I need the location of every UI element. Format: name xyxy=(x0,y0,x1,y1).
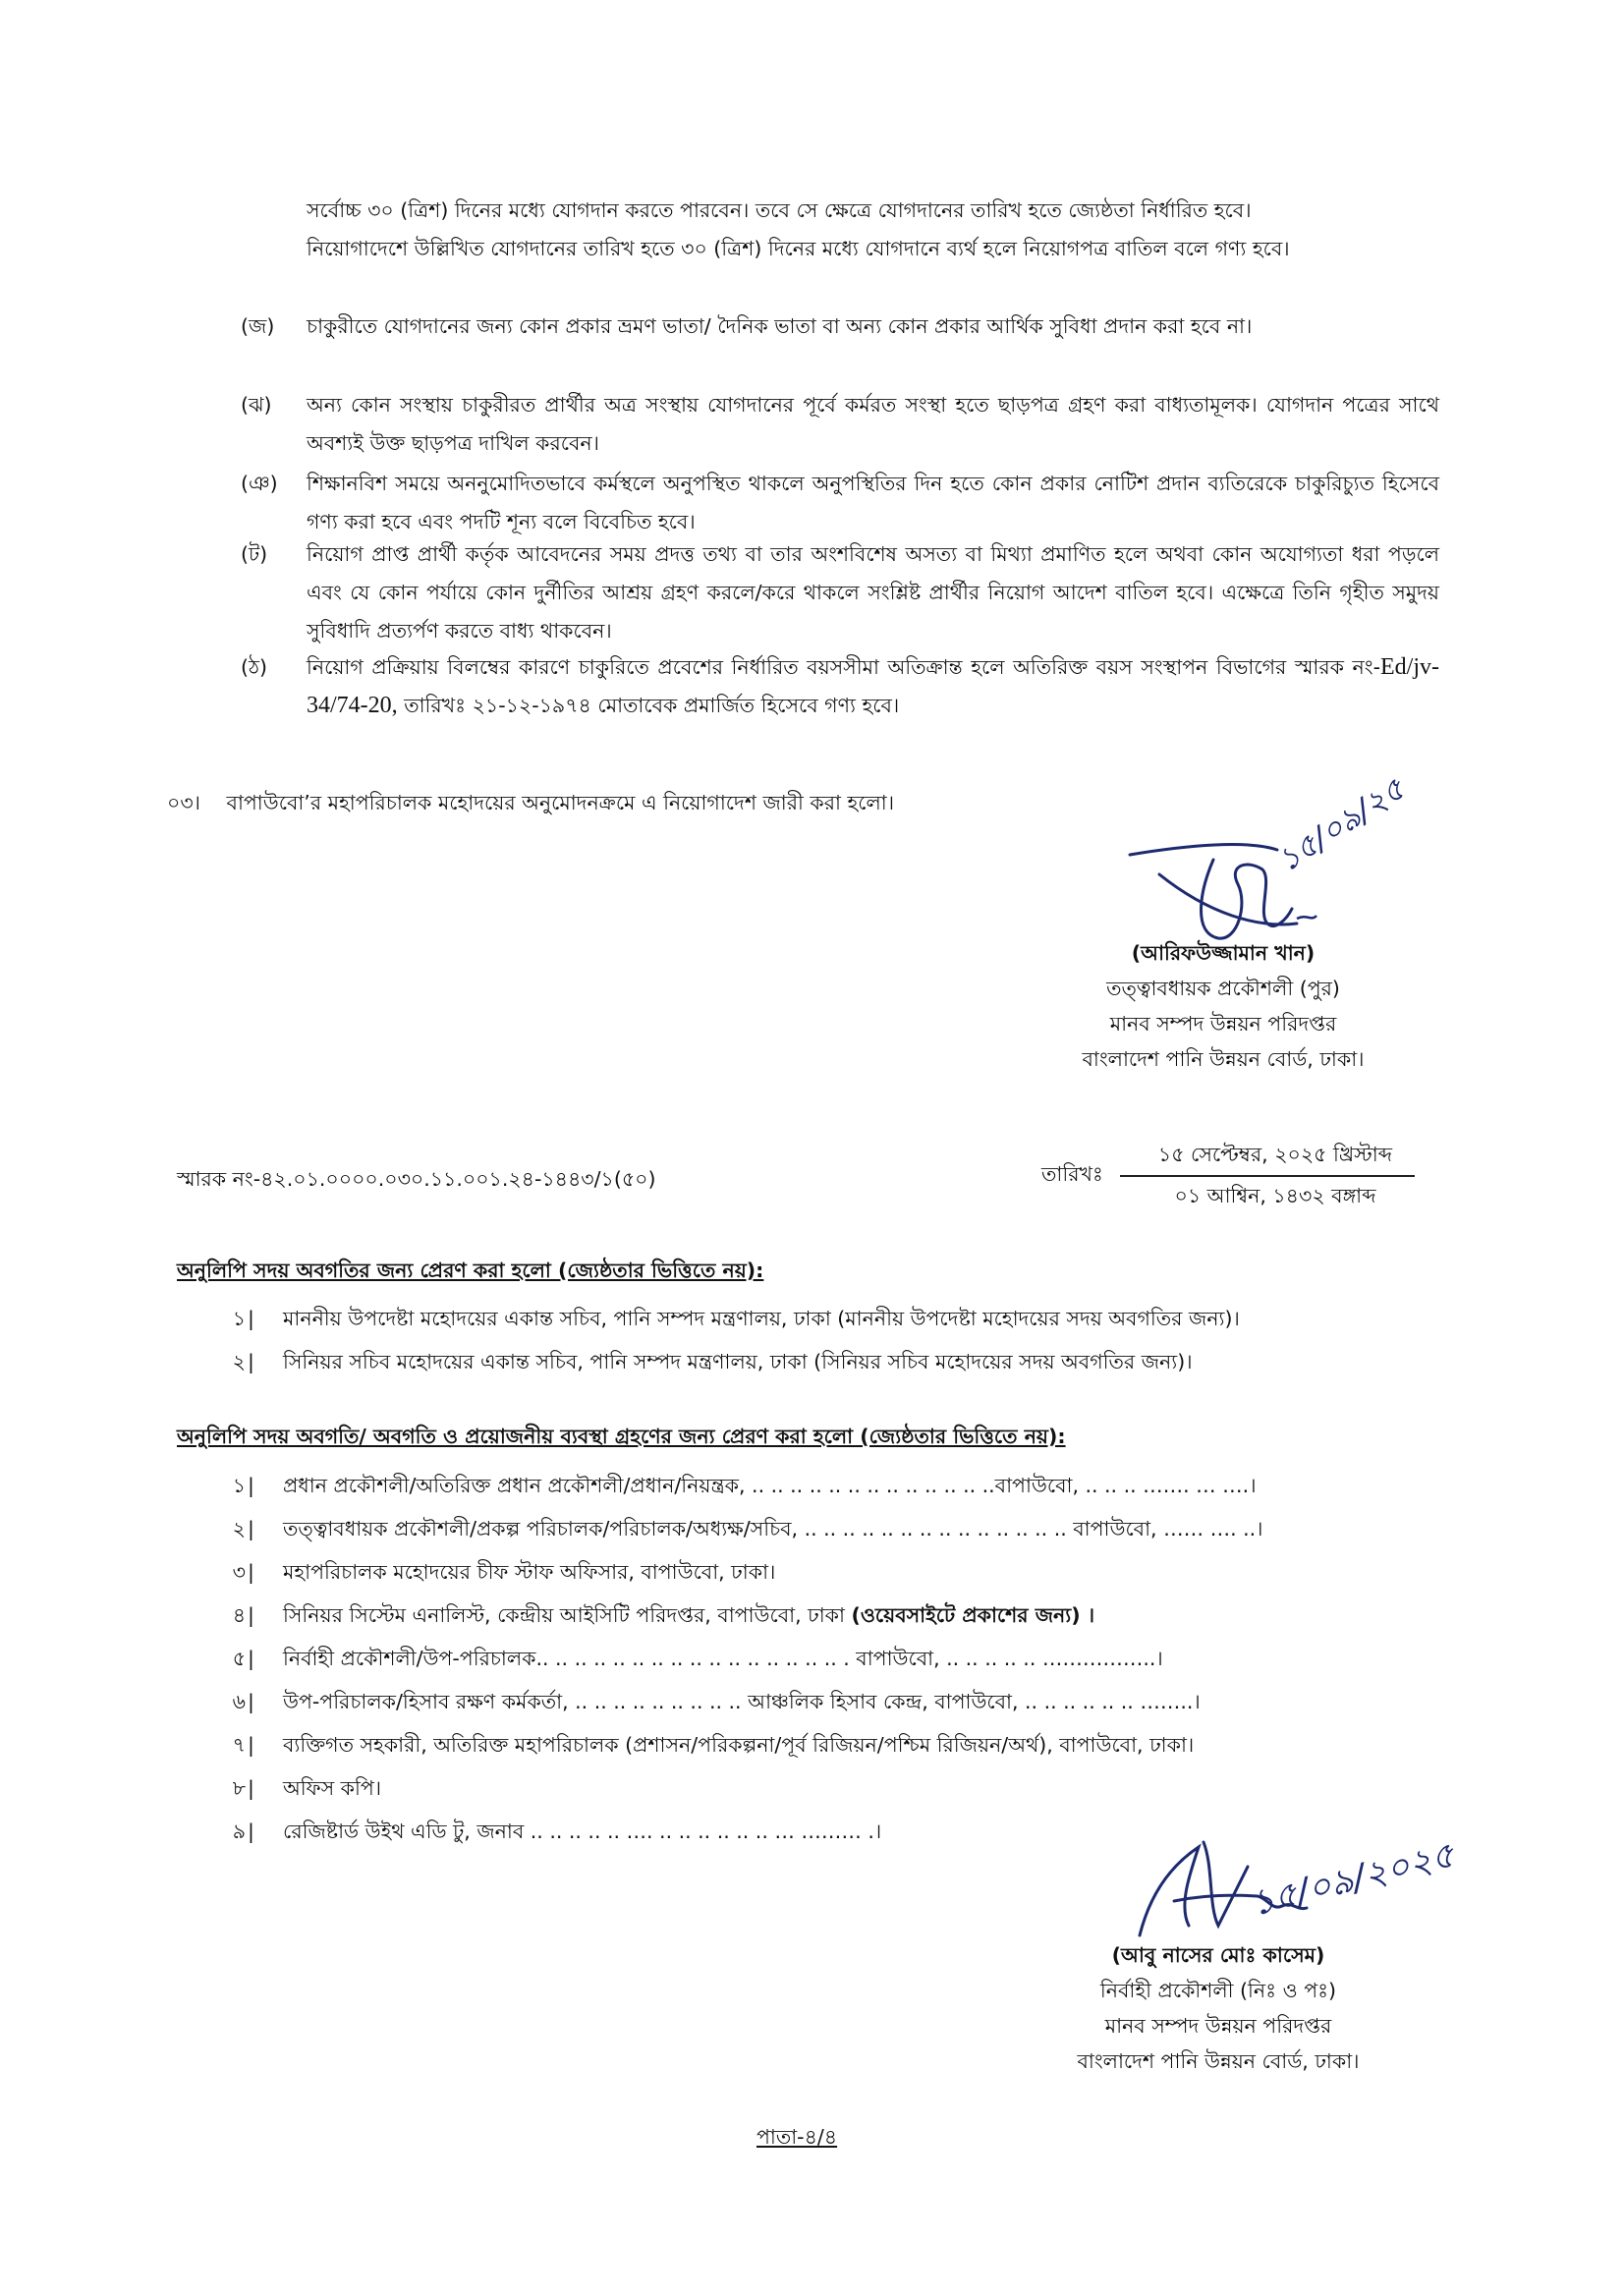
list-item-number: ২ xyxy=(232,1350,246,1373)
condition-text: অন্য কোন সংস্থায় চাকুরীরত প্রার্থীর অত্র সংস্থায় যোগদানের পূর্বে কর্মরত সংস্থা হতে ছাড়পত্র গ্রহণ করা বাধ্যতামূলক। যোগদান পত্রের সাথে অবশ্যই উক্ত ছাড়পত্র দাখিল করবেন। xyxy=(307,393,1439,455)
signatory-2-designation: নির্বাহী প্রকৌশলী (নিঃ ও পঃ) xyxy=(1099,1979,1337,2002)
intro-paragraph xyxy=(307,192,1436,268)
list-item: ৩ | মহাপরিচালক মহোদয়ের চীফ স্টাফ অফিসার, বাপাউবো, ঢাকা। xyxy=(177,1550,1454,1594)
memo-reference-number: স্মারক নং-৪২.০১.০০০০.০৩০.১১.০০১.২৪-১৪৪৩/১(৫০) xyxy=(177,1167,656,1191)
list-item: ৯ | রেজিষ্টার্ড উইথ এডি টু, জনাব .. .. .. .. .. …. .. .. .. .. .. .. … ……… .। xyxy=(177,1810,1454,1853)
signatory-2-name: (আবু নাসের মোঃ কাসেম) xyxy=(1111,1943,1325,1967)
list-item: ২ | সিনিয়র সচিব মহোদয়ের একান্ত সচিব, পানি সম্পদ মন্ত্রণালয়, ঢাকা (সিনিয়র সচিব মহোদয়ের সদয় অবগতির জন্য)। xyxy=(177,1340,1454,1383)
signatory-2-block xyxy=(1022,1937,1415,2079)
condition-jha xyxy=(241,386,1439,463)
list-item-number: ৫ xyxy=(232,1647,246,1670)
list-item-text: নির্বাহী প্রকৌশলী/উপ-পরিচালক.. .. .. .. .. .. .. .. .. .. .. .. .. .. .. .. . বাপাউবো, .. .. .. .. .. ……………..। xyxy=(283,1647,1163,1670)
condition-text: চাকুরীতে যোগদানের জন্য কোন প্রকার ভ্রমণ ভাতা/ দৈনিক ভাতা বা অন্য কোন প্রকার আর্থিক সুবিধা প্রদান করা হবে না। xyxy=(307,314,1253,338)
list-item: ৬ | উপ-পরিচালক/হিসাব রক্ষণ কর্মকর্তা, .. .. .. .. .. .. .. .. .. আঞ্চলিক হিসাব কেন্দ্র, বাপাউবো, .. .. .. .. .. .. ……..। xyxy=(177,1680,1454,1723)
date-gregorian: ১৫ সেপ্টেম্বর, ২০২৫ খ্রিস্টাব্দ xyxy=(1157,1143,1393,1166)
website-publish-note: (ওয়েবসাইটে প্রকাশের জন্য) । xyxy=(851,1603,1095,1627)
list-item-number: ৯ xyxy=(232,1820,246,1843)
signatory-1-designation: তত্ত্বাবধায়ক প্রকৌশলী (পুর) xyxy=(1106,977,1340,1000)
page-number: পাতা-৪/৪ xyxy=(756,2125,838,2149)
list-item: ৭ | ব্যক্তিগত সহকারী, অতিরিক্ত মহাপরিচালক (প্রশাসন/পরিকল্পনা/পূর্ব রিজিয়ন/পশ্চিম রিজিয়ন/অর্থ), বাপাউবো, ঢাকা। xyxy=(177,1723,1454,1766)
list-item: ২ | তত্ত্বাবধায়ক প্রকৌশলী/প্রকল্প পরিচালক/পরিচালক/অধ্যক্ষ/সচিব, .. .. .. .. .. .. .. .. .. .. .. .. .. .. বাপাউবো, …… …. ..। xyxy=(177,1507,1454,1550)
condition-text-part-b: তারিখঃ ২১-১২-১৯৭৪ মোতাবেক প্রমার্জিত হিসেবে গণ্য হবে। xyxy=(397,694,900,717)
list-item: ১ | প্রধান প্রকৌশলী/অতিরিক্ত প্রধান প্রকৌশলী/প্রধান/নিয়ন্ত্রক, .. .. .. .. .. .. .. .. .. .. .. .. ..বাপাউবো, .. .. .. ……. … ….। xyxy=(177,1464,1454,1507)
list-item: ৫ | নির্বাহী প্রকৌশলী/উপ-পরিচালক.. .. .. .. .. .. .. .. .. .. .. .. .. .. .. .. . বাপাউবো, .. .. .. .. .. ……………..। xyxy=(177,1637,1454,1680)
list-item-number: ৩ xyxy=(232,1560,246,1584)
condition-label: (জ) xyxy=(241,314,275,338)
condition-nya xyxy=(241,465,1439,541)
list-item: ১ | মাননীয় উপদেষ্টা মহোদয়ের একান্ত সচিব, পানি সম্পদ মন্ত্রণালয়, ঢাকা (মাননীয় উপদেষ্টা মহোদয়ের সদয় অবগতির জন্য)। xyxy=(177,1297,1454,1340)
list-item-number: ৬ xyxy=(232,1690,246,1713)
list-item-number: ৮ xyxy=(232,1776,246,1800)
list-item-text: প্রধান প্রকৌশলী/অতিরিক্ত প্রধান প্রকৌশলী/প্রধান/নিয়ন্ত্রক, .. .. .. .. .. .. .. .. .. .. .. .. ..বাপাউবো, .. .. .. ……. … ….। xyxy=(283,1474,1257,1497)
list-item-text: উপ-পরিচালক/হিসাব রক্ষণ কর্মকর্তা, .. .. .. .. .. .. .. .. .. আঞ্চলিক হিসাব কেন্দ্র, বাপাউবো, .. .. .. .. .. .. ……..। xyxy=(283,1690,1201,1713)
list-item-number: ১ xyxy=(232,1474,246,1497)
list-item-text: সিনিয়র সচিব মহোদয়ের একান্ত সচিব, পানি সম্পদ মন্ত্রণালয়, ঢাকা (সিনিয়র সচিব মহোদয়ের সদয় অবগতির জন্য)। xyxy=(283,1350,1193,1373)
list-item-number: ৪ xyxy=(232,1603,246,1627)
condition-ja xyxy=(241,308,1439,346)
memo-reference: Ed/jv-34/74-20, xyxy=(307,654,1439,718)
date-bangla: ০১ আশ্বিন, ১৪৩২ বঙ্গাব্দ xyxy=(1174,1184,1376,1207)
condition-tha xyxy=(241,648,1439,725)
signatory-1-org: বাংলাদেশ পানি উন্নয়ন বোর্ড, ঢাকা। xyxy=(1082,1047,1365,1071)
list-item-number: ৭ xyxy=(232,1733,246,1757)
list-item-number: ১ xyxy=(232,1307,246,1330)
condition-ta xyxy=(241,535,1439,650)
date-label: তারিখঃ xyxy=(1041,1162,1103,1186)
order-number: ০৩। xyxy=(167,791,200,814)
list-item: ৪ | সিনিয়র সিস্টেম এনালিস্ট, কেন্দ্রীয় আইসিটি পরিদপ্তর, বাপাউবো, ঢাকা (ওয়েবসাইটে প্রকাশের জন্য) । xyxy=(177,1594,1454,1637)
intro-line-1: সর্বোচ্চ ৩০ (ত্রিশ) দিনের মধ্যে যোগদান করতে পারবেন। তবে সে ক্ষেত্রে যোগদানের তারিখ হতে জ্যেষ্ঠতা নির্ধারিত হবে। xyxy=(307,198,1252,222)
date-divider xyxy=(1120,1175,1415,1177)
signatory-2-office: মানব সম্পদ উন্নয়ন পরিদপ্তর xyxy=(1104,2014,1332,2038)
signatory-1-office: মানব সম্পদ উন্নয়ন পরিদপ্তর xyxy=(1109,1012,1337,1036)
list-item: ৮ | অফিস কপি। xyxy=(177,1766,1454,1810)
copy-action-heading: অনুলিপি সদয় অবগতি/ অবগতি ও প্রয়োজনীয় ব্যবস্থা গ্রহণের জন্য প্রেরণ করা হলো (জ্যেষ্ঠতার ভিত্তিতে নয়): xyxy=(177,1425,1066,1448)
condition-label: (ঞ) xyxy=(241,472,278,495)
list-item-text: তত্ত্বাবধায়ক প্রকৌশলী/প্রকল্প পরিচালক/পরিচালক/অধ্যক্ষ/সচিব, .. .. .. .. .. .. .. .. .. .. .. .. .. .. বাপাউবো, …… …. ..। xyxy=(283,1517,1263,1540)
list-item-text: মহাপরিচালক মহোদয়ের চীফ স্টাফ অফিসার, বাপাউবো, ঢাকা। xyxy=(283,1560,776,1584)
copy-info-heading: অনুলিপি সদয় অবগতির জন্য প্রেরণ করা হলো (জ্যেষ্ঠতার ভিত্তিতে নয়): xyxy=(177,1259,764,1282)
order-paragraph xyxy=(167,786,894,819)
condition-text xyxy=(307,648,1439,725)
intro-line-2: নিয়োগাদেশে উল্লিখিত যোগদানের তারিখ হতে ৩০ (ত্রিশ) দিনের মধ্যে যোগদানে ব্যর্থ হলে নিয়োগপত্র বাতিল বলে গণ্য হবে। xyxy=(307,237,1290,260)
signature-1-date: ১৫/০৯/২৫ xyxy=(1270,769,1412,879)
copy-action-list xyxy=(177,1464,1454,1853)
copy-info-list xyxy=(177,1297,1454,1383)
list-item-text: ব্যক্তিগত সহকারী, অতিরিক্ত মহাপরিচালক (প্রশাসন/পরিকল্পনা/পূর্ব রিজিয়ন/পশ্চিম রিজিয়ন/অর্থ), বাপাউবো, ঢাকা। xyxy=(283,1733,1195,1757)
signature-2-date: ১৫/০৯/২০২৫ xyxy=(1247,1834,1459,1925)
list-item-text: অফিস কপি। xyxy=(283,1776,382,1800)
order-text: বাপাউবো’র মহাপরিচালক মহোদয়ের অনুমোদনক্রমে এ নিয়োগাদেশ জারী করা হলো। xyxy=(226,791,895,814)
signatory-1-block xyxy=(1012,935,1434,1077)
condition-label: (ঝ) xyxy=(241,393,272,417)
list-item-text-main: সিনিয়র সিস্টেম এনালিস্ট, কেন্দ্রীয় আইসিটি পরিদপ্তর, বাপাউবো, ঢাকা xyxy=(283,1603,852,1627)
list-item-text: রেজিষ্টার্ড উইথ এডি টু, জনাব .. .. .. .. .. …. .. .. .. .. .. .. … ……… .। xyxy=(283,1820,882,1843)
condition-label: (ঠ) xyxy=(241,655,267,679)
list-item-text xyxy=(283,1594,1094,1637)
list-item-number: ২ xyxy=(232,1517,246,1540)
list-item-text: মাননীয় উপদেষ্টা মহোদয়ের একান্ত সচিব, পানি সম্পদ মন্ত্রণালয়, ঢাকা (মাননীয় উপদেষ্টা মহোদয়ের সদয় অবগতির জন্য)। xyxy=(283,1307,1240,1330)
signatory-1-name: (আরিফউজ্জামান খান) xyxy=(1131,941,1316,965)
condition-text-part-a: নিয়োগ প্রক্রিয়ায় বিলম্বের কারণে চাকুরিতে প্রবেশের নির্ধারিত বয়সসীমা অতিক্রান্ত হলে অতিরিক্ত বয়স সংস্থাপন বিভাগের স্মারক নং- xyxy=(307,655,1380,679)
condition-text: নিয়োগ প্রাপ্ত প্রার্থী কর্তৃক আবেদনের সময় প্রদত্ত তথ্য বা তার অংশবিশেষ অসত্য বা মিথ্যা প্রমাণিত হলে অথবা কোন অযোগ্যতা ধরা পড়লে এবং যে কোন পর্যায়ে কোন দুর্নীতির আশ্রয় গ্রহণ করলে/করে থাকলে সংশ্লিষ্ট প্রার্থীর নিয়োগ আদেশ বাতিল হবে। এক্ষেত্রে তিনি গৃহীত সমুদয় সুবিধাদি প্রত্যর্পণ করতে বাধ্য থাকবেন। xyxy=(307,542,1439,643)
condition-text: শিক্ষানবিশ সময়ে অননুমোদিতভাবে কর্মস্থলে অনুপস্থিত থাকলে অনুপস্থিতির দিন হতে কোন প্রকার নোটিশ প্রদান ব্যতিরেকে চাকুরিচ্যুত হিসেবে গণ্য করা হবে এবং পদটি শূন্য বলে বিবেচিত হবে। xyxy=(307,472,1439,533)
signatory-2-org: বাংলাদেশ পানি উন্নয়ন বোর্ড, ঢাকা। xyxy=(1077,2049,1360,2073)
condition-label: (ট) xyxy=(241,542,268,566)
